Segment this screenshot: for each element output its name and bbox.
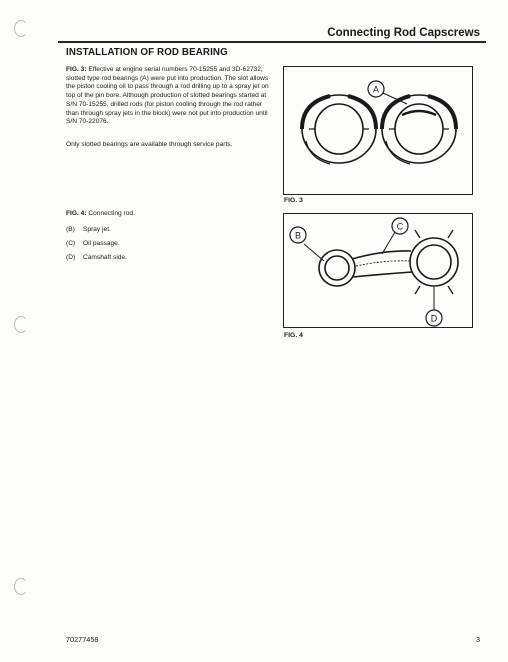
fig4-title: Connecting rod. xyxy=(88,210,135,217)
legend-text: Oil passage. xyxy=(83,240,120,247)
callout-a-label: A xyxy=(372,84,380,95)
callout-c xyxy=(392,218,408,234)
callout-c-label: C xyxy=(396,221,404,232)
legend-item-d xyxy=(66,254,127,261)
legend-text: Spray jet. xyxy=(83,226,111,233)
slotted-bearing-shell xyxy=(382,95,456,164)
fig3-note: Only slotted bearings are available through service parts. xyxy=(66,141,233,148)
binder-hole xyxy=(14,316,28,333)
section-heading: INSTALLATION OF ROD BEARING xyxy=(66,47,228,58)
fig3-paragraph xyxy=(66,66,271,127)
connecting-rod-drawing xyxy=(284,214,472,327)
fig4-label: FIG. 4: xyxy=(66,210,87,217)
legend-text: Camshaft side. xyxy=(83,254,127,261)
callout-a xyxy=(368,81,384,97)
binder-hole xyxy=(14,20,28,37)
callout-b-label: B xyxy=(294,230,302,241)
fig4-illustration xyxy=(283,213,473,328)
fig4-caption: FIG. 4 xyxy=(284,332,303,339)
rod-bearing-drawing xyxy=(284,67,472,194)
binder-hole xyxy=(14,578,28,595)
legend-key: (D) xyxy=(66,254,76,261)
fig3-label: FIG. 3: xyxy=(66,66,87,73)
fig3-caption: FIG. 3 xyxy=(284,197,303,204)
fig4-paragraph xyxy=(66,210,271,219)
page-number: 3 xyxy=(476,635,481,644)
page-header-title: Connecting Rod Capscrews xyxy=(327,27,480,39)
fig3-illustration xyxy=(283,66,473,195)
header-rule xyxy=(58,41,486,43)
callout-d-label: D xyxy=(430,313,438,324)
callout-b xyxy=(290,227,306,243)
plain-bearing-shell xyxy=(302,95,376,164)
fig3-body: Effective at engine serial numbers 70-15255 and 3D-62732, slotted type rod bearings (A) were put into production. The slot allows the piston cooling oil to pass through a rod drilling up to a spray jet on top of the pin bore. Although production of slotted bearings started at S/N 70-15255, drilled rods (for piston cooling through the rod rather than through spray jets in the block) were not put into production until S/N 70-22076. xyxy=(66,66,269,126)
legend-key: (B) xyxy=(66,226,75,233)
callout-d xyxy=(426,310,442,326)
legend-key: (C) xyxy=(66,240,76,247)
legend-item-b xyxy=(66,226,111,233)
legend-item-c xyxy=(66,240,120,247)
document-number: 70277458 xyxy=(66,635,99,644)
